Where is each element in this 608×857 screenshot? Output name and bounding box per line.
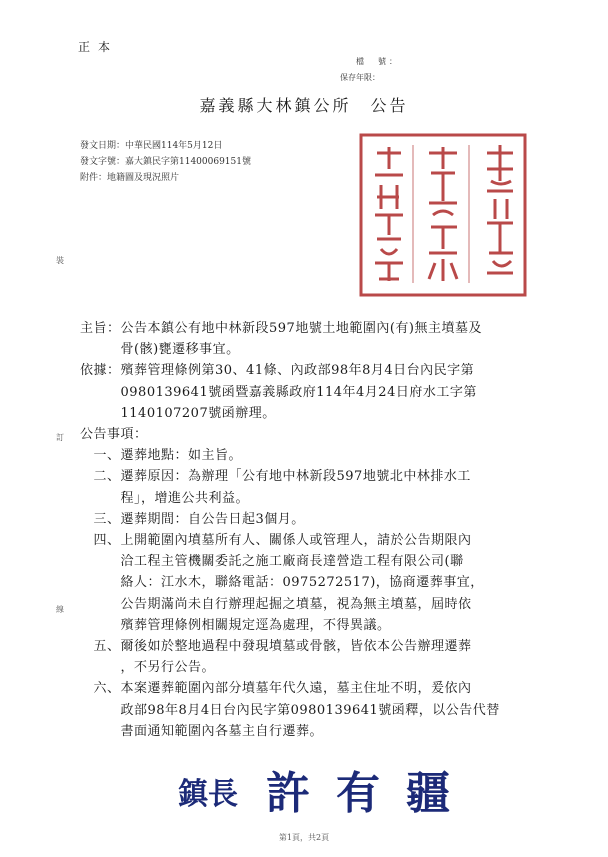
binding-mark-ding: 訂 xyxy=(56,433,64,442)
body-line: 二、遷葬原因：為辦理「公有地中林新段597地號北中林排水工 xyxy=(80,469,471,485)
body-line: 主旨：公告本鎮公有地中林新段597地號土地範圍內(有)無主墳墓及 xyxy=(80,321,482,336)
body-line: 程」，增進公共利益。 xyxy=(80,490,250,506)
document-number: 發文字號：嘉大鎮民字第11400069151號 xyxy=(80,157,251,167)
body-line: 五、爾後如於整地過程中發現墳墓或骨骸，皆依本公告辦理遷葬 xyxy=(80,639,472,654)
archive-number-label: 檔 號： xyxy=(356,57,400,66)
body-line: 公告期滿尚未自行辦理起掘之墳墓，視為無主墳墓，屆時依 xyxy=(80,596,472,612)
mayor-signature-stamp xyxy=(176,760,476,820)
page-number: 第1頁，共2頁 xyxy=(278,833,330,842)
body-line: 一、遷葬地點：如主旨。 xyxy=(80,448,243,464)
body-line: 殯葬管理條例相關規定逕為處理，不得異議。 xyxy=(80,617,391,633)
official-seal-stamp xyxy=(347,123,539,308)
attachment-note: 附件：地籍圖及現況照片 xyxy=(80,173,180,183)
body-line: 依據：殯葬管理條例第30、41條、內政部98年8月4日台內民字第 xyxy=(80,363,475,379)
signature-title-text: 鎮長 xyxy=(178,777,238,812)
body-line: 骨(骸)甕遷移事宜。 xyxy=(80,342,240,358)
body-line: 1140107207號函辦理。 xyxy=(80,405,276,421)
body-line: 六、本案遷葬範圍內部分墳墓年代久遠，墓主住址不明，爰依內 xyxy=(80,681,472,697)
body-line: 0980139641號函暨嘉義縣政府114年4月24日府水工字第 xyxy=(80,384,477,400)
body-line: 書面通知範圍內各墓主自行遷葬。 xyxy=(80,723,324,739)
original-copy-mark: 正本 xyxy=(78,40,119,54)
body-line: 政部98年8月4日台內民字第0980139641號函釋，以公告代替 xyxy=(80,702,500,718)
body-line: 三、遷葬期間：自公告日起3個月。 xyxy=(80,511,305,527)
signature-name-text: 許有疆 xyxy=(266,768,476,819)
body-line: 洽工程主管機關委託之施工廠商長達營造工程有限公司(聯 xyxy=(80,554,464,570)
page-title: 嘉義縣大林鎮公所 公告 xyxy=(199,96,409,115)
body-line: 絡人：江水木，聯絡電話：0975272517)，協商遷葬事宜， xyxy=(80,575,484,591)
body-line: ，不另行公告。 xyxy=(80,660,216,676)
issue-date: 發文日期：中華民國114年5月12日 xyxy=(80,141,223,151)
body-line: 公告事項： xyxy=(80,427,148,442)
binding-mark-xian: 線 xyxy=(56,605,64,614)
retention-period-label: 保存年限： xyxy=(340,73,380,82)
binding-mark-zhuang: 裝 xyxy=(56,256,64,265)
body-line: 四、上開範圍內墳墓所有人、關係人或管理人，請於公告期限內 xyxy=(80,533,472,548)
